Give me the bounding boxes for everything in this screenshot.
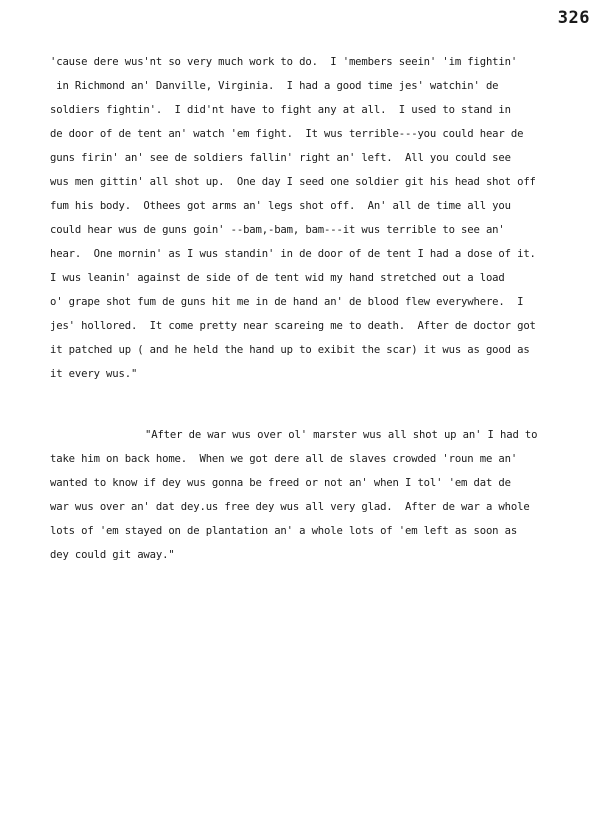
text-line: take him on back home. When we got dere all de slaves crowded 'roun me an' — [50, 453, 518, 465]
text-line: soldiers fightin'. I did'nt have to fight any at all. I used to stand in — [50, 104, 511, 116]
text-line: war wus over an' dat dey.us free dey wus all very glad. After de war a whole — [50, 501, 530, 513]
text-line: dey could git away." — [50, 549, 175, 561]
text-line: jes' hollored. It come pretty near scareing me to death. After de doctor got — [50, 320, 536, 332]
text-line: fum his body. Othees got arms an' legs shot off. An' all de time all you — [50, 200, 511, 212]
text-line: wus men gittin' all shot up. One day I seed one soldier git his head shot off — [50, 176, 536, 188]
text-line: "After de war wus over ol' marster wus all shot up an' I had to — [145, 429, 538, 441]
text-line: 'cause dere wus'nt so very much work to do. I 'members seein' 'im fightin' — [50, 56, 518, 68]
text-line: in Richmond an' Danville, Virginia. I had a good time jes' watchin' de — [50, 80, 499, 92]
text-line: guns firin' an' see de soldiers fallin' right an' left. All you could see — [50, 152, 511, 164]
paragraph-1 — [50, 50, 580, 386]
text-line: o' grape shot fum de guns hit me in de hand an' de blood flew everywhere. I — [50, 296, 524, 308]
text-line: I wus leanin' against de side of de tent wid my hand stretched out a load — [50, 272, 505, 284]
paragraph-2 — [50, 423, 580, 567]
text-line: lots of 'em stayed on de plantation an' a whole lots of 'em left as soon as — [50, 525, 518, 537]
text-line: hear. One mornin' as I wus standin' in de door of de tent I had a dose of it. — [50, 248, 536, 260]
page-number: 326 — [557, 8, 590, 28]
text-line: de door of de tent an' watch 'em fight. It wus terrible---you could hear de — [50, 128, 524, 140]
text-line: wanted to know if dey wus gonna be freed or not an' when I tol' 'em dat de — [50, 477, 511, 489]
text-line: could hear wus de guns goin' --bam,-bam, bam---it wus terrible to see an' — [50, 224, 505, 236]
text-line: it patched up ( and he held the hand up to exibit the scar) it wus as good as — [50, 344, 530, 356]
text-line: it every wus." — [50, 368, 138, 380]
